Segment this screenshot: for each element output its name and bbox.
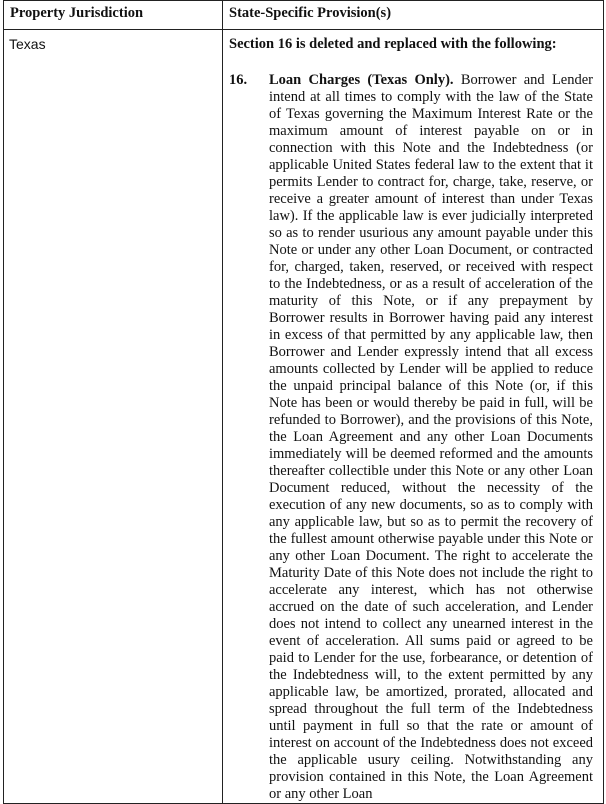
provision-cell <box>223 30 604 804</box>
table-row <box>4 30 604 804</box>
table-header-row <box>4 1 604 30</box>
provision-16 <box>229 72 593 803</box>
provision-number: 16. <box>229 72 248 88</box>
header-property-jurisdiction: Property Jurisdiction <box>4 1 223 30</box>
provision-text <box>269 72 593 803</box>
provision-body: Borrower and Lender intend at all times to comply with the law of the State of Texas governing the Maximum Interest Rate or the maximum amount of interest payable on or in connection with this Note and the Indebtedness (or applicable United States federal law to the extent that it permits Lender to contract for, charge, take, reserve, or receive a greater amount of interest than under Texas law). If the applicable law is ever judicially interpreted so as to render usurious any amount payable under this Note or under any other Loan Document, or contracted for, charged, taken, reserved, or received with respect to the Indebtedness, or as a result of acceleration of the maturity of this Note, or if any prepayment by Borrower results in Borrower having paid any interest in excess of that permitted by any applicable law, then Borrower and Lender expressly intend that all excess amounts collected by Lender will be applied to reduce the unpaid principal balance of this Note (or, if this Note has been or would thereby be paid in full, will be refunded to Borrower), and the provisions of this Note, the Loan Agreement and any other Loan Documents immediately will be deemed reformed and the amounts thereafter collectible under this Note or any other Loan Document reduced, without the necessity of the execution of any new documents, so as to comply with any applicable law, but so as to permit the recovery of the fullest amount otherwise payable under this Note or any other Loan Document. The right to accelerate the Maturity Date of this Note does not include the right to accelerate any interest, which has not otherwise accrued on the date of such acceleration, and Lender does not intend to collect any unearned interest in the event of acceleration. All sums paid or agreed to be paid to Lender for the use, forbearance, or detention of the Indebtedness will, to the extent permitted by any applicable law, be amortized, prorated, allocated and spread throughout the full term of the Indebtedness until payment in full so that the rate or amount of interest on account of the Indebtedness does not exceed the applicable usury ceiling. Notwithstanding any provision contained in this Note, the Loan Agreement or any other Loan <box>269 72 594 802</box>
provision-title: Loan Charges (Texas Only). <box>269 72 454 88</box>
state-provisions-table <box>3 0 604 804</box>
header-state-specific-provisions: State-Specific Provision(s) <box>223 1 604 30</box>
section-heading: Section 16 is deleted and replaced with the following: <box>229 36 557 52</box>
jurisdiction-cell: Texas <box>4 30 223 804</box>
